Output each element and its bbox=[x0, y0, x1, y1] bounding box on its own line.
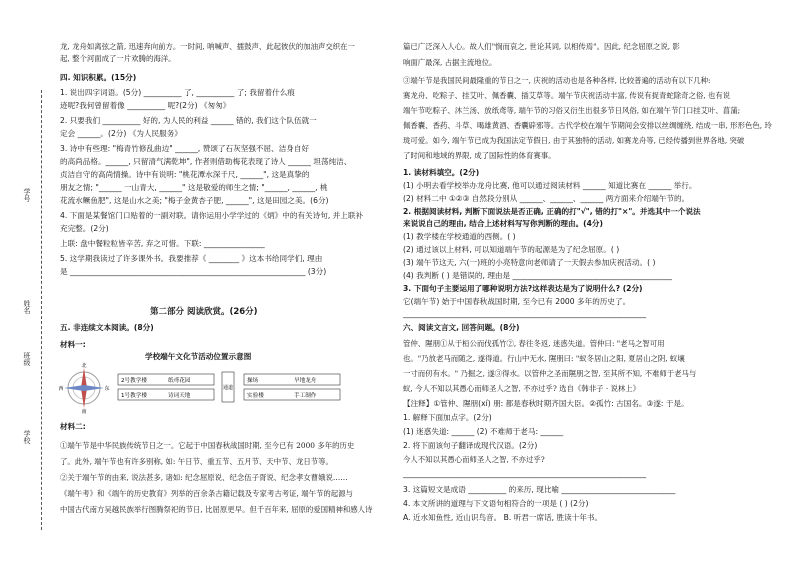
question-line: 的高尚品格。______, 只留清气满乾坤", 作者则借助梅花表现了诗人 ______ 坦荡纯洁、 bbox=[60, 157, 352, 166]
activity-label: 手工制作 bbox=[294, 393, 317, 399]
passage-line: 响面广最深, 占据主流地位。 bbox=[403, 58, 497, 67]
name-label: 姓名 bbox=[23, 300, 31, 314]
answer-line: ________________________________________________________________ bbox=[403, 469, 646, 478]
question-line: (1) 教学楼在学校通道的西侧。( ) bbox=[403, 232, 516, 241]
question-line: (1) 迷惑失道: ______ (2) 不难师于老马: ______ bbox=[403, 427, 564, 436]
question-line: 贞洁自守的高尚情操。诗中有说明: "桃花潭水深千尺, ______", 这是真挚的 bbox=[60, 170, 310, 179]
question-line: 3. 诗中有些理: "梅青竹修乱曲边" ______, 赞颂了石灰坚强不屈、洁身自好 bbox=[60, 144, 310, 153]
classical-text-line: 管仲、隰朋①从于桓公而伐孤竹②, 春往冬返, 迷惑失道。管仲曰: "老马之智可用 bbox=[403, 339, 665, 348]
question-line: 4. 下面是某餐馆门口贴着的一副对联。请你运用小学学过的《炳》中的有关诗句, 并上联补 bbox=[60, 211, 364, 220]
passage-line: 赛龙舟、吃粽子、挂艾叶、佩香囊、插艾草等。端午节庆祝活动丰富, 传说有捉青蛇除奇之俗, 也有说 bbox=[403, 91, 731, 100]
classical-text-line: 一寸而仞有水。" 乃掘之, 遂③得水。以管仲之圣而隰朋之智, 至其所不知, 不难师于老马与 bbox=[403, 369, 697, 378]
question-line: (2) 通过该以上材料, 可以知道端午节的起源是为了纪念屈原。( ) bbox=[403, 245, 620, 254]
compass-icon bbox=[58, 362, 109, 414]
passage-line: 珑可爱。如今, 端午节已成为我国法定节假日, 由于其独特的活动, 如赛龙舟等, 已经传播到世界各地, 突破 bbox=[403, 136, 745, 145]
building-box bbox=[244, 374, 340, 385]
compass-west: 西 bbox=[58, 386, 64, 392]
passage-line: 端午节吃粽子、沐兰汤、放纸鸢等, 端午节的习俗又衍生出很多节日风俗, 如在端午节门口挂艾叶、菖蒲; bbox=[403, 106, 741, 115]
passage-line: 篇已广泛深入人心。故人们"悯而哀之, 世论其词, 以相传焉"。因此, 纪念屈原之说, 影 bbox=[403, 42, 680, 51]
question-line: (1) 小明去看学校举办龙舟比赛, 他可以通过阅读材料 ______ 知道比赛在 ______ 举行。 bbox=[403, 181, 697, 190]
binding-margin bbox=[0, 0, 40, 561]
question-line: 是 ______________________________________________________________ (3分) bbox=[60, 267, 327, 276]
question-heading: 2. 根据阅读材料, 判断下面说法是否正确, 正确的打"√", 错的打"×"。并选其中一个说法 bbox=[403, 207, 701, 216]
passage-line: 了时间和地域的界限, 成了国际性的体育赛事。 bbox=[403, 151, 556, 160]
question-line: 2. 将下面该句子翻译成现代汉语。(2分) bbox=[403, 441, 538, 450]
classical-text-line: 蚁, 今人不知以其愚心而师圣人之智, 不亦过乎? 选自《韩非子 · 说林上》 bbox=[403, 384, 641, 393]
activity-label: 旱地龙舟 bbox=[294, 378, 317, 384]
building-label: 操场 bbox=[247, 378, 259, 384]
question-line: 1. 说出四字词语。(5分) __________ 了, __________ 了; 我留着什么痕 bbox=[60, 88, 295, 97]
passage-line: ②关于端午节的由来, 说法甚多, 诸如: 纪念屈原说、纪念伍子胥说、纪念孝女曹娥说…… bbox=[60, 473, 348, 482]
passage-line: 了。此外, 端午节也有许多别称, 如: 午日节、重五节、五月节、天中节、龙日节等。 bbox=[60, 457, 333, 466]
passage-line: ③端午节是我国民间最隆重的节日之一, 庆祝的活动也是各种各样, 比较普遍的活动有以下几种: bbox=[403, 76, 711, 85]
question-line: 上联: 盘中餐粒粒皆辛苦, 弃之可惜。下联: ________________ bbox=[60, 239, 265, 248]
question-line: 花流水鳜鱼肥", 这是山水之美; "梅子金黄杏子肥, ______", 这是田园之美。(6分) bbox=[60, 196, 329, 205]
campus-map bbox=[58, 362, 388, 414]
compass-north: 北 bbox=[81, 363, 87, 369]
material-label: 材料二: bbox=[60, 422, 86, 431]
question-line: (3) 端午节这天, 六(一)班的小亮特意向老师请了一天假去参加庆祝活动。( ) bbox=[403, 258, 656, 267]
question-line: 3. 这篇短文是成语 __________ 的来历, 现比喻 ______________________________ bbox=[403, 485, 676, 494]
compass-south: 南 bbox=[81, 409, 87, 414]
material-label: 材料一: bbox=[60, 340, 86, 349]
building-label: 2号教学楼 bbox=[121, 378, 147, 384]
compass-east: 东 bbox=[104, 386, 110, 392]
question-heading: 来说说自己的理由, 结合上述材料写写你判断的理由。(4分) bbox=[403, 219, 604, 228]
passage-line: 起, 整个河面成了一片欢腾的海洋。 bbox=[60, 54, 176, 63]
question-line: (4) 我判断 ( ) 是错误的, 理由是 __________________________________________ bbox=[403, 271, 672, 280]
class-label: 班级 bbox=[23, 352, 31, 366]
question-line: 定会 ______。(2分) 《为人民服务》 bbox=[60, 129, 182, 138]
question-line: 充完整。(2分) bbox=[60, 224, 109, 233]
question-heading: 1. 读材料填空。(2分) bbox=[403, 168, 480, 177]
question-line: 2. 只要我们 __________ 好的, 为人民的利益 ______ 错的, 我们这个队伍就一 bbox=[60, 116, 317, 125]
school-label: 学校 bbox=[23, 430, 31, 444]
passage-line: ①端午节是中华民族传统节日之一。它起于中国春秋战国时期, 至今已有 2000 多年的历史 bbox=[60, 441, 355, 450]
question-line: 朋友之情; "______ 一山青大, ______" 这是敬爱的师生之情; "______, ______, 桃 bbox=[60, 183, 328, 192]
question-heading: 3. 下面句子主要运用了哪种说明方法?这样表达是为了说明什么? (2分) bbox=[403, 284, 643, 293]
question-line: (2) 材料二中 ①②③ 自然段分别从 ______、______、______ 两方面来介绍端午节的。 bbox=[403, 194, 690, 203]
binding-dashed-line bbox=[41, 90, 42, 530]
building-label: 1号教学楼 bbox=[121, 393, 147, 399]
passage-line: 龙, 龙舟如离弦之箭, 迅速奔向前方。一时间, 呐喊声、擂鼓声、此起彼伏的加油声交织在一 bbox=[60, 42, 355, 51]
activity-label: 诗词天地 bbox=[168, 393, 191, 399]
passage-label: 通道 bbox=[222, 385, 234, 391]
section-heading: 六、阅读文言文, 回答问题。(8分) bbox=[403, 323, 520, 332]
section-heading: 五. 非连续文本阅读。(8分) bbox=[60, 323, 154, 332]
classical-text-line: 也。"乃放老马而随之, 遂得道。行山中无水, 隰朋曰: "蚁冬居山之阳, 夏居山之阴, 蚁壤 bbox=[403, 354, 685, 363]
question-line: 今人不知以其愚心而师圣人之智, 不亦过乎? bbox=[403, 455, 545, 464]
question-line: 4. 本文所讲的道理与下文语句相符合的一项是 ( ) (2分) bbox=[403, 499, 589, 508]
map-title: 学校端午文化节活动位置示意图 bbox=[145, 352, 252, 361]
question-line: 迹呢?我何曾留着像 __________ 呢?(2分) 《匆匆》 bbox=[60, 101, 231, 110]
student-id-label: 学号 bbox=[23, 188, 31, 202]
passage-line: 《端午考》和《端午的历史教育》列举的百余条古籍记载及专家考古考证, 端午节的起源与 bbox=[60, 489, 353, 498]
annotation-line: 【注释】①管仲、隰朋(xí) 朋: 都是春秋时期齐国大臣。②孤竹: 古国名。③遂: 于是。 bbox=[403, 399, 689, 408]
choice-line: A. 近水知鱼性, 近山识鸟音。 B. 听君一席话, 胜读十年书。 bbox=[403, 513, 603, 522]
passage-line: 中国古代南方吴越民族举行图腾祭祀的节日, 比屈原更早。但千百年来, 屈原的爱国精神和感人诗 bbox=[60, 505, 373, 514]
passage-line: 佩香囊、香药、斗草、喝雄黄酒、香囊辟邪等。古代学校在端午节期间会安排以丝绸缠绕, 结成一串, 形形色色, 玲 bbox=[403, 121, 772, 130]
question-line: 1. 解释下面加点字。(2分) bbox=[403, 413, 492, 422]
building-label: 实验楼 bbox=[247, 393, 264, 399]
activity-label: 纸鸢花园 bbox=[168, 378, 191, 384]
question-line: 它(端午节) 始于中国春秋战国时期, 至今已有 2000 多年的历史了。 bbox=[403, 297, 631, 306]
question-line: 5. 这学期我读过了许多课外书。我要推荐《 ________ 》这本书给同学们, 理由 bbox=[60, 254, 323, 263]
answer-line: ________________________________________________________________ bbox=[403, 309, 646, 318]
section-heading: 四. 知识积累。(15分) bbox=[60, 73, 137, 82]
part-two-heading: 第二部分 阅读欣赏。(26分) bbox=[150, 307, 258, 317]
